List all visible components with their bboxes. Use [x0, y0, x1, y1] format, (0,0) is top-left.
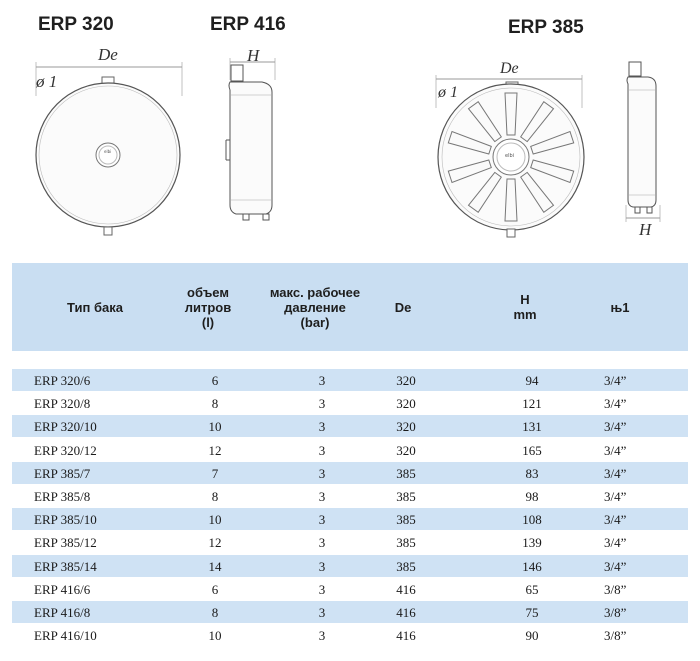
erp416-h-label: H	[247, 46, 260, 65]
cell-h: 94	[525, 373, 539, 388]
cell-pressure: 3	[318, 628, 326, 643]
cell-h: 165	[522, 443, 542, 458]
cell-volume: 14	[208, 559, 222, 574]
cell-connection: 3/4”	[604, 373, 627, 388]
erp416-title: ERP 416	[210, 14, 286, 35]
cell-connection: 3/8”	[604, 628, 627, 643]
svg-text:elbi: elbi	[505, 153, 515, 159]
header-h: H mm	[513, 292, 537, 322]
cell-pressure: 3	[318, 605, 326, 620]
cell-pressure: 3	[318, 512, 326, 527]
svg-text:elbi: elbi	[104, 149, 112, 154]
cell-de: 320	[396, 443, 416, 458]
cell-volume: 10	[208, 419, 222, 434]
header-connection: њ1	[610, 299, 630, 315]
erp320-title: ERP 320	[38, 14, 114, 35]
cell-type: ERP 385/8	[34, 489, 91, 504]
erp320-de-label: De	[98, 45, 118, 64]
cell-de: 385	[396, 535, 416, 550]
cell-h: 90	[525, 628, 539, 643]
cell-pressure: 3	[318, 419, 326, 434]
cell-de: 416	[396, 605, 416, 620]
table-row	[12, 531, 688, 553]
cell-type: ERP 385/14	[34, 559, 97, 574]
cell-type: ERP 320/10	[34, 419, 97, 434]
cell-pressure: 3	[318, 466, 326, 481]
cell-volume: 10	[208, 512, 222, 527]
cell-connection: 3/8”	[604, 605, 627, 620]
cell-h: 65	[525, 582, 539, 597]
erp385-h-label: H	[639, 220, 652, 239]
cell-volume: 7	[211, 466, 219, 481]
header-max-pressure: макс. рабочее давление (bar)	[269, 284, 361, 330]
table-row	[12, 462, 688, 484]
cell-volume: 8	[211, 605, 219, 620]
table-row	[12, 415, 688, 437]
cell-connection: 3/4”	[604, 535, 627, 550]
table-row	[12, 485, 688, 507]
erp320-d1-label: ø 1	[36, 72, 58, 91]
cell-type: ERP 320/12	[34, 443, 97, 458]
table-row	[12, 392, 688, 414]
table-row	[12, 439, 688, 461]
erp385-de-label: De	[500, 60, 519, 77]
cell-de: 385	[396, 466, 416, 481]
cell-h: 121	[522, 396, 542, 411]
header-de: De	[394, 299, 412, 315]
table-row	[12, 508, 688, 530]
cell-pressure: 3	[318, 373, 326, 388]
header-tank-type: Тип бака	[67, 299, 123, 315]
cell-pressure: 3	[318, 582, 326, 597]
cell-de: 320	[396, 373, 416, 388]
cell-h: 75	[525, 605, 539, 620]
header-volume: объем литров (l)	[184, 284, 232, 330]
cell-de: 320	[396, 419, 416, 434]
cell-h: 131	[522, 419, 542, 434]
cell-volume: 10	[208, 628, 222, 643]
cell-type: ERP 416/6	[34, 582, 91, 597]
cell-volume: 6	[211, 373, 219, 388]
cell-connection: 3/4”	[604, 443, 627, 458]
erp385-title: ERP 385	[508, 17, 584, 38]
cell-volume: 12	[208, 443, 222, 458]
cell-pressure: 3	[318, 489, 326, 504]
cell-connection: 3/4”	[604, 512, 627, 527]
cell-pressure: 3	[318, 443, 326, 458]
erp385-d1-label: ø 1	[438, 84, 458, 101]
cell-volume: 12	[208, 535, 222, 550]
table-row	[12, 578, 688, 600]
cell-de: 385	[396, 512, 416, 527]
cell-connection: 3/4”	[604, 466, 627, 481]
table-row	[12, 601, 688, 623]
table-row	[12, 369, 688, 391]
cell-h: 146	[522, 559, 542, 574]
cell-type: ERP 320/8	[34, 396, 91, 411]
cell-type: ERP 416/8	[34, 605, 91, 620]
cell-volume: 8	[211, 489, 219, 504]
cell-h: 139	[522, 535, 542, 550]
cell-h: 83	[525, 466, 539, 481]
cell-volume: 6	[211, 582, 219, 597]
cell-type: ERP 320/6	[34, 373, 91, 388]
cell-volume: 8	[211, 396, 219, 411]
table-row	[12, 624, 688, 646]
cell-pressure: 3	[318, 559, 326, 574]
cell-connection: 3/4”	[604, 396, 627, 411]
cell-connection: 3/4”	[604, 559, 627, 574]
erp385-side-drawing	[0, 0, 700, 260]
cell-de: 320	[396, 396, 416, 411]
cell-de: 416	[396, 628, 416, 643]
cell-type: ERP 385/12	[34, 535, 97, 550]
table-row	[12, 555, 688, 577]
cell-de: 416	[396, 582, 416, 597]
cell-type: ERP 385/7	[34, 466, 91, 481]
cell-h: 108	[522, 512, 542, 527]
cell-pressure: 3	[318, 535, 326, 550]
cell-type: ERP 385/10	[34, 512, 97, 527]
cell-connection: 3/8”	[604, 582, 627, 597]
cell-connection: 3/4”	[604, 489, 627, 504]
cell-de: 385	[396, 559, 416, 574]
header-separator	[12, 351, 688, 369]
cell-de: 385	[396, 489, 416, 504]
cell-connection: 3/4”	[604, 419, 627, 434]
cell-type: ERP 416/10	[34, 628, 97, 643]
cell-pressure: 3	[318, 396, 326, 411]
cell-h: 98	[525, 489, 539, 504]
